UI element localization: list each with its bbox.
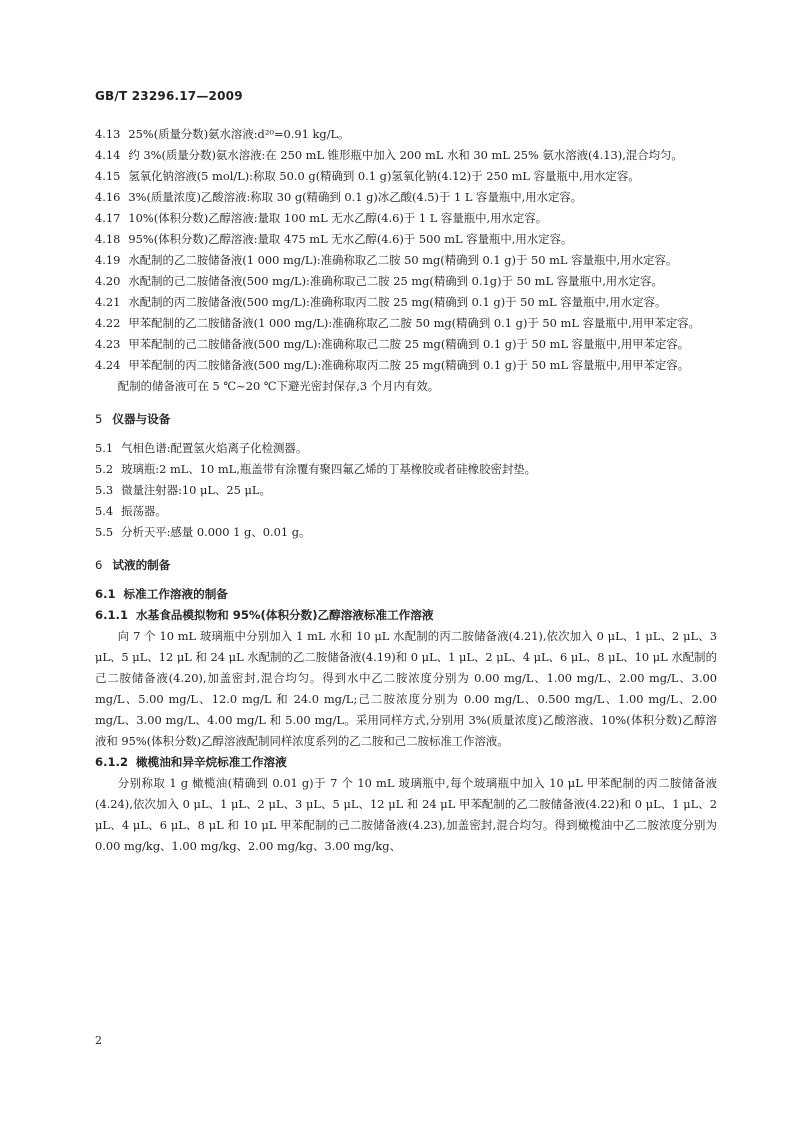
clause-text: 甲苯配制的己二胺储备液(500 mg/L):准确称取己二胺 25 mg(精确到 0.1 g)于 50 mL 容量瓶中,用甲苯定容。 <box>128 337 690 351</box>
clause-text: 25%(质量分数)氨水溶液:d²⁰=0.91 kg/L。 <box>128 127 350 141</box>
section-number: 6.1.2 <box>95 755 129 769</box>
clause-text: 10%(体积分数)乙醇溶液:量取 100 mL 无水乙醇(4.6)于 1 L 容量瓶中,用水定容。 <box>128 211 548 225</box>
clause-4-17 <box>95 208 717 229</box>
equipment-list <box>95 438 717 543</box>
clause-text: 振荡器。 <box>121 504 167 518</box>
section-title: 水基食品模拟物和 95%(体积分数)乙醇溶液标准工作溶液 <box>136 608 434 622</box>
clause-text: 95%(体积分数)乙醇溶液:量取 475 mL 无水乙醇(4.6)于 500 mL 容量瓶中,用水定容。 <box>128 232 573 246</box>
clause-number: 4.23 <box>95 337 121 351</box>
clause-number: 4.16 <box>95 190 121 204</box>
clause-text: 水配制的乙二胺储备液(1 000 mg/L):准确称取乙二胺 50 mg(精确到 0.1 g)于 50 mL 容量瓶中,用水定容。 <box>128 253 678 267</box>
clause-number: 4.18 <box>95 232 121 246</box>
clause-text: 玻璃瓶:2 mL、10 mL,瓶盖带有涂覆有聚四氟乙烯的丁基橡胶或者硅橡胶密封垫。 <box>121 462 537 476</box>
subsection-6-1-1-text: 向 7 个 10 mL 玻璃瓶中分别加入 1 mL 水和 10 μL 水配制的丙二胺储备液(4.21),依次加入 0 μL、1 μL、2 μL、3 μL、5 μL、12 μL 和 24 μL 水配制的乙二胺储备液(4.19)和 0 μL、1 μL、2 μL、4 μL、6 μL、8 μL、10 μL 水配制的己二胺储备液(4.20),加盖密封,混合均匀。得到水中乙二胺浓度分别为 0.00 mg/L、1.00 mg/L、2.00 mg/L、3.00 mg/L、5.00 mg/L、12.0 mg/L 和 24.0 mg/L;己二胺浓度分别为 0.00 mg/L、0.500 mg/L、1.00 mg/L、2.00 mg/L、3.00 mg/L、4.00 mg/L 和 5.00 mg/L。采用同样方式,分别用 3%(质量浓度)乙酸溶液、10%(体积分数)乙醇溶液和 95%(体积分数)乙醇溶液配制同样浓度系列的乙二胺和己二胺标准工作溶液。 <box>95 629 717 748</box>
clause-text: 气相色谱:配置氢火焰离子化检测器。 <box>121 441 308 455</box>
equipment-item <box>95 501 717 522</box>
clause-number: 4.19 <box>95 253 121 267</box>
clause-number: 4.17 <box>95 211 121 225</box>
section-title: 仪器与设备 <box>112 412 171 426</box>
storage-note: 配制的储备液可在 5 ℃~20 ℃下避光密封保存,3 个月内有效。 <box>117 379 440 393</box>
clause-number: 4.14 <box>95 148 121 162</box>
clause-text: 约 3%(质量分数)氨水溶液:在 250 mL 锥形瓶中加入 200 mL 水和 30 mL 25% 氨水溶液(4.13),混合均匀。 <box>128 148 683 162</box>
clause-number: 4.24 <box>95 358 121 372</box>
clause-number: 5.3 <box>95 483 114 497</box>
clause-text: 微量注射器:10 μL、25 μL。 <box>121 483 271 497</box>
subsection-6-1-1-heading <box>95 605 717 626</box>
section-number: 5 <box>95 412 103 426</box>
clause-4-15 <box>95 166 717 187</box>
clause-4-19 <box>95 250 717 271</box>
clause-number: 5.4 <box>95 504 114 518</box>
clause-number: 4.13 <box>95 127 121 141</box>
clause-4-24 <box>95 355 717 376</box>
page-number: 2 <box>95 1034 102 1047</box>
clause-4-13 <box>95 124 717 145</box>
clause-text: 水配制的丙二胺储备液(500 mg/L):准确称取丙二胺 25 mg(精确到 0.1 g)于 50 mL 容量瓶中,用水定容。 <box>128 295 667 309</box>
clause-4-21 <box>95 292 717 313</box>
clause-number: 5.1 <box>95 441 114 455</box>
clause-text: 分析天平:感量 0.000 1 g、0.01 g。 <box>121 525 311 539</box>
clause-text: 3%(质量浓度)乙酸溶液:称取 30 g(精确到 0.1 g)冰乙酸(4.5)于 1 L 容量瓶中,用水定容。 <box>128 190 583 204</box>
subsection-6-1-heading <box>95 584 717 605</box>
equipment-item <box>95 459 717 480</box>
section-title: 试液的制备 <box>112 558 171 572</box>
subsection-6-1-2-text: 分别称取 1 g 橄榄油(精确到 0.01 g)于 7 个 10 mL 玻璃瓶中,每个玻璃瓶中加入 10 μL 甲苯配制的丙二胺储备液(4.24),依次加入 0 μL、1 μL、2 μL、3 μL、5 μL、12 μL 和 24 μL 甲苯配制的乙二胺储备液(4.22)和 0 μL、1 μL、2 μL、4 μL、6 μL、8 μL 和 10 μL 甲苯配制的己二胺储备液(4.23),加盖密封,混合均匀。得到橄榄油中乙二胺浓度分别为 0.00 mg/kg、1.00 mg/kg、2.00 mg/kg、3.00 mg/kg、 <box>95 776 717 853</box>
equipment-item <box>95 480 717 501</box>
subsection-6-1-2-heading <box>95 752 717 773</box>
section-5-heading <box>95 409 717 430</box>
clause-number: 4.22 <box>95 316 121 330</box>
clause-text: 甲苯配制的乙二胺储备液(1 000 mg/L):准确称取乙二胺 50 mg(精确到 0.1 g)于 50 mL 容量瓶中,用甲苯定容。 <box>128 316 701 330</box>
clause-4-22 <box>95 313 717 334</box>
section-number: 6.1.1 <box>95 608 129 622</box>
clause-4-18 <box>95 229 717 250</box>
clause-list <box>95 124 717 376</box>
section-number: 6 <box>95 558 103 572</box>
section-6-heading <box>95 555 717 576</box>
clause-text: 氢氧化钠溶液(5 mol/L):称取 50.0 g(精确到 0.1 g)氢氧化钠(4.12)于 250 mL 容量瓶中,用水定容。 <box>128 169 640 183</box>
clause-number: 4.20 <box>95 274 121 288</box>
section-title: 橄榄油和异辛烷标准工作溶液 <box>136 755 287 769</box>
section-number: 6.1 <box>95 587 116 601</box>
clause-number: 5.5 <box>95 525 114 539</box>
clause-text: 甲苯配制的丙二胺储备液(500 mg/L):准确称取丙二胺 25 mg(精确到 0.1 g)于 50 mL 容量瓶中,用甲苯定容。 <box>128 358 690 372</box>
document-body <box>95 124 717 857</box>
clause-number: 4.15 <box>95 169 121 183</box>
clause-4-16 <box>95 187 717 208</box>
clause-4-14 <box>95 145 717 166</box>
clause-4-20 <box>95 271 717 292</box>
clause-4-23 <box>95 334 717 355</box>
clause-number: 5.2 <box>95 462 114 476</box>
section-title: 标准工作溶液的制备 <box>123 587 228 601</box>
equipment-item <box>95 438 717 459</box>
equipment-item <box>95 522 717 543</box>
clause-number: 4.21 <box>95 295 121 309</box>
clause-text: 水配制的己二胺储备液(500 mg/L):准确称取己二胺 25 mg(精确到 0.1g)于 50 mL 容量瓶中,用水定容。 <box>128 274 663 288</box>
standard-number-header: GB/T 23296.17—2009 <box>95 89 243 103</box>
